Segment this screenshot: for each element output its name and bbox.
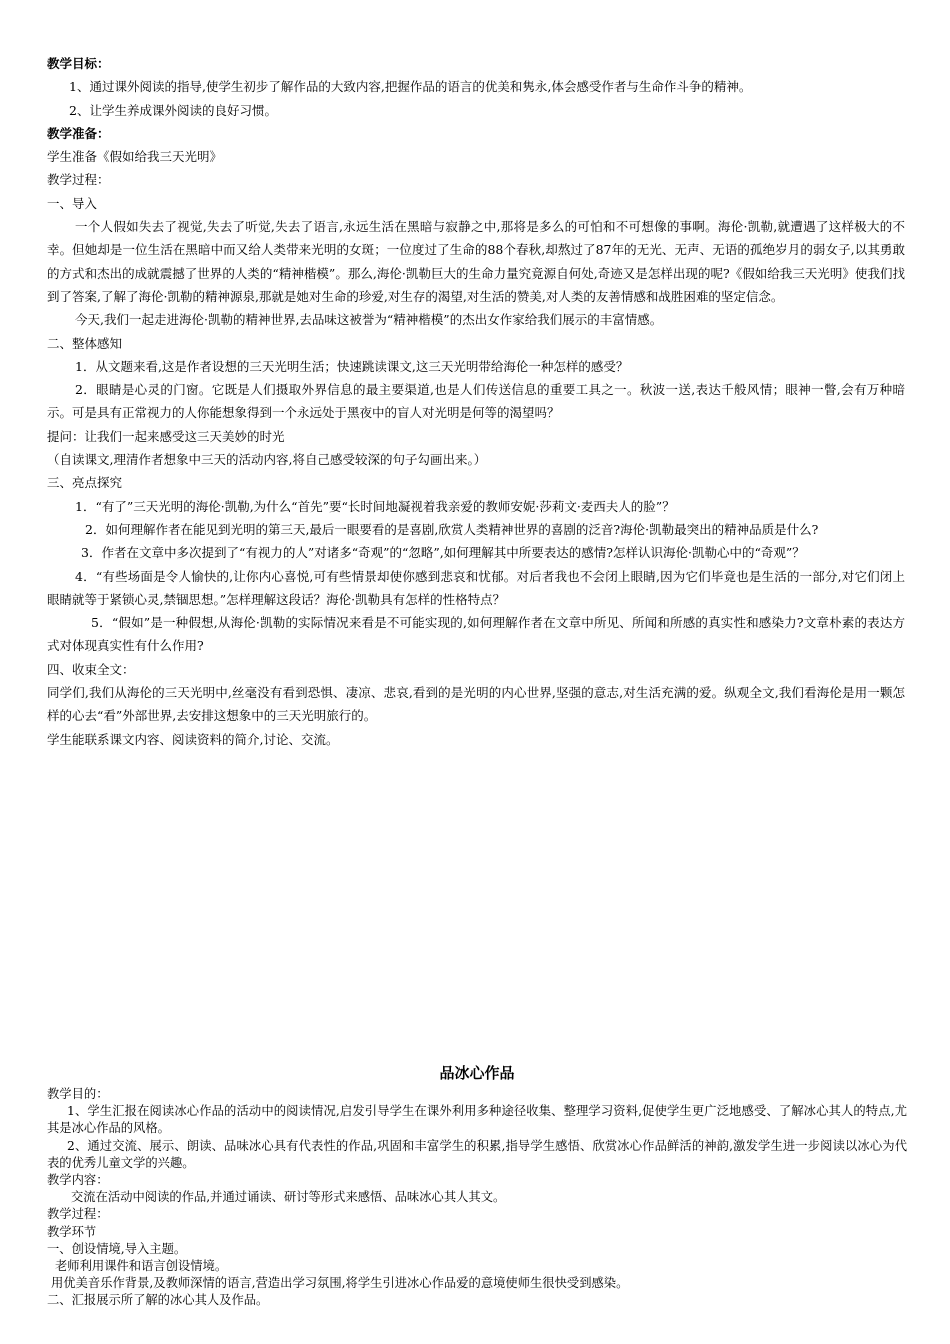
purpose-item: 1、学生汇报在阅读冰心作品的活动中的阅读情况,启发引导学生在课外利用多种途径收集、整理学习资料,促使学生更广泛地感受、了解冰心其人的特点,尤其是冰心作品的风格。 bbox=[47, 1104, 907, 1136]
closing-paragraph: 同学们,我们从海伦的三天光明中,丝毫没有看到恐惧、凄凉、悲哀,看到的是光明的内心世界,坚强的意志,对生活充满的爱。纵观全文,我们看海伦是用一颗怎样的心去“看”外部世界,去安排这想象中的三天光明旅行的。 bbox=[47, 685, 905, 724]
section-heading: 四、收束全文： bbox=[47, 661, 135, 677]
content-heading: 教学内容： bbox=[47, 1173, 109, 1188]
section-heading: 一、导入 bbox=[47, 195, 98, 211]
lesson-bingxin bbox=[47, 1062, 907, 1310]
goal-item: 1、通过课外阅读的指导,使学生初步了解作品的大致内容,把握作品的语言的优美和隽永,体会感受作者与生命作斗争的精神。 bbox=[69, 79, 752, 95]
prep-text: 学生准备《假如给我三天光明》 bbox=[47, 149, 223, 165]
content-text: 交流在活动中阅读的作品,并通过诵读、研讨等形式来感悟、品味冰心其人其文。 bbox=[71, 1190, 506, 1205]
section-heading: 三、亮点探究 bbox=[47, 475, 123, 491]
self-read-text: （自读课文,理清作者想象中三天的活动内容,将自己感受较深的句子勾画出来。） bbox=[47, 452, 487, 468]
process-heading: 教学过程： bbox=[47, 172, 110, 188]
step-text: 用优美音乐作背景,及教师深情的语言,营造出学习氛围,将学生引进冰心作品爱的意境使师生很快受到感染。 bbox=[51, 1276, 629, 1291]
closing-note: 学生能联系课文内容、阅读资料的简介,讨论、交流。 bbox=[47, 731, 339, 747]
prompt-text: 提问：让我们一起来感受这三天美妙的时光 bbox=[47, 428, 285, 444]
goal-item: 2、让学生养成课外阅读的良好习惯。 bbox=[69, 102, 277, 118]
explore-item: 1．“有了”三天光明的海伦·凯勒,为什么“首先”要“长时间地凝视着我亲爱的教师安妮·莎莉文·麦西夫人的脸”？ bbox=[75, 498, 675, 514]
process-heading: 教学过程： bbox=[47, 1207, 109, 1222]
section-heading: 二、整体感知 bbox=[47, 335, 123, 351]
intro-paragraph: 今天,我们一起走进海伦·凯勒的精神世界,去品味这被誉为“精神楷模”的杰出女作家给我们展示的丰富情感。 bbox=[75, 312, 663, 328]
step-text: 老师利用课件和语言创设情境。 bbox=[55, 1259, 228, 1274]
prep-heading: 教学准备： bbox=[47, 125, 110, 141]
lesson-helen-keller bbox=[47, 52, 905, 751]
purpose-heading: 教学目的： bbox=[47, 1087, 109, 1101]
lesson-title: 品冰心作品 bbox=[439, 1064, 515, 1082]
goals-heading: 教学目标： bbox=[47, 56, 110, 71]
step-heading: 二、汇报展示所了解的冰心其人及作品。 bbox=[47, 1293, 269, 1308]
steps-heading: 教学环节 bbox=[47, 1224, 97, 1239]
intro-paragraph: 一个人假如失去了视觉,失去了听觉,失去了语言,永远生活在黑暗与寂静之中,那将是多么的可怕和不可想像的事啊。海伦·凯勒,就遭遇了这样极大的不幸。但她却是一位生活在黑暗中而又给人类带来光明的女斑；一位度过了生命的88个春秋,却熬过了87年的无光、无声、无语的孤绝岁月的弱女子,以其勇敢的方式和杰出的成就震撼了世界的人类的“精神楷模”。那么,海伦·凯勒巨大的生命力量究竟源自何处,奇迹又是怎样出现的呢?《假如给我三天光明》使我们找到了答案,了解了海伦·凯勒的精神源泉,那就是她对生命的珍爱,对生存的渴望,对生活的赞美,对人类的友善情感和战胜困难的坚定信念。 bbox=[47, 219, 905, 304]
purpose-item: 2、通过交流、展示、朗读、品味冰心具有代表性的作品,巩固和丰富学生的积累,指导学生感悟、欣赏冰心作品鲜活的神韵,激发学生进一步阅读以冰心为代表的优秀儿童文学的兴趣。 bbox=[47, 1138, 907, 1170]
perceive-item: 1．从文题来看,这是作者设想的三天光明生活；快速跳读课文,这三天光明带给海伦一种怎样的感受？ bbox=[75, 358, 629, 374]
explore-item: 2．如何理解作者在能见到光明的第三天,最后一眼要看的是喜剧,欣赏人类精神世界的喜剧的泛音?海伦·凯勒最突出的精神品质是什么? bbox=[85, 521, 819, 537]
explore-item: 3．作者在文章中多次提到了“有视力的人”对诸多“奇观”的“忽略”,如何理解其中所要表达的感情?怎样认识海伦·凯勒心中的“奇观”？ bbox=[81, 545, 805, 561]
explore-item: 5．“假如”是一种假想,从海伦·凯勒的实际情况来看是不可能实现的,如何理解作者在文章中所见、所闻和所感的真实性和感染力?文章朴素的表达方式对体现真实性有什么作用? bbox=[47, 615, 905, 654]
explore-item: 4．“有些场面是令人愉快的,让你内心喜悦,可有些情景却使你感到悲哀和忧郁。对后者我也不会闭上眼睛,因为它们毕竟也是生活的一部分,对它们闭上眼睛就等于紧锁心灵,禁锢思想。”怎样理解这段话？海伦·凯勒具有怎样的性格特点？ bbox=[47, 568, 905, 607]
step-heading: 一、创设情境,导入主题。 bbox=[47, 1241, 187, 1256]
perceive-item: 2．眼睛是心灵的门窗。它既是人们摄取外界信息的最主要渠道,也是人们传送信息的重要工具之一。秋波一送,表达千般风情；眼神一瞥,会有万种暗示。可是具有正常视力的人你能想象得到一个永远处于黑夜中的盲人对光明是何等的渴望吗？ bbox=[47, 382, 905, 421]
